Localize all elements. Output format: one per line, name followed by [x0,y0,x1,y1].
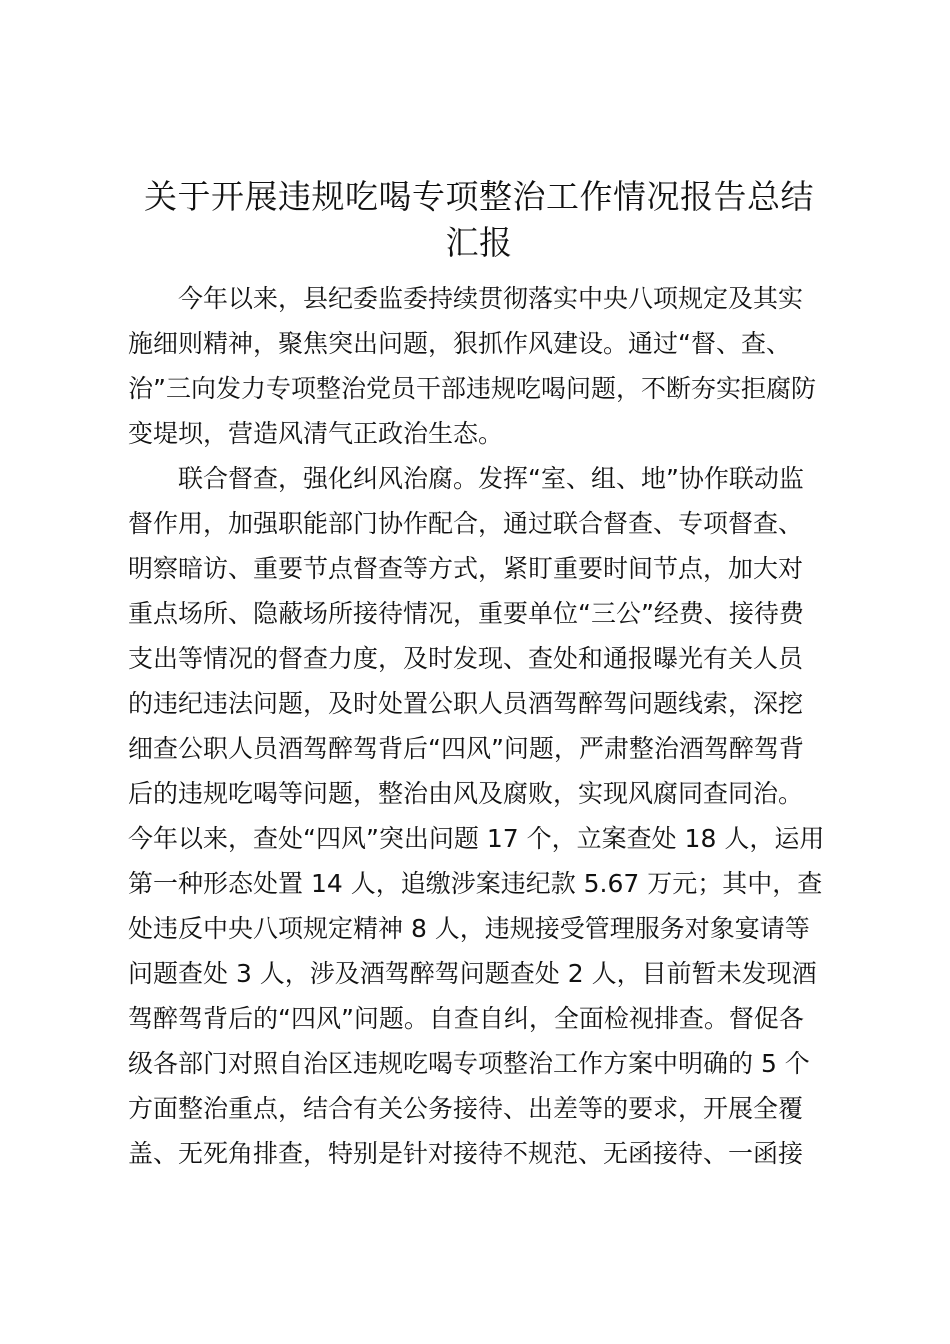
text-line: 施细则精神，聚焦突出问题，狠抓作风建设。通过“督、查、 [128,329,791,358]
text-line: 级各部门对照自治区违规吃喝专项整治工作方案中明确的 5 个 [128,1049,810,1078]
text-line: 督作用，加强职能部门协作配合，通过联合督查、专项督查、 [128,509,804,538]
text-line: 驾醉驾背后的“四风”问题。自查自纠，全面检视排查。督促各 [128,1004,804,1033]
text-line: 治”三向发力专项整治党员干部违规吃喝问题，不断夯实拒腐防 [128,374,816,403]
text-line: 问题查处 3 人，涉及酒驾醉驾问题查处 2 人，目前暂未发现酒 [128,959,817,988]
text-line: 今年以来，县纪委监委持续贯彻落实中央八项规定及其实 [178,284,804,313]
text-line: 细查公职人员酒驾醉驾背后“四风”问题，严肃整治酒驾醉驾背 [128,734,804,763]
text-line: 后的违规吃喝等问题，整治由风及腐败，实现风腐同查同治。 [128,779,804,808]
paragraph-joint-supervision [128,456,838,1176]
document-title [120,174,838,266]
text-line: 盖、无死角排查，特别是针对接待不规范、无函接待、一函接 [128,1139,804,1168]
paragraph-intro [128,276,838,456]
text-line: 方面整治重点，结合有关公务接待、出差等的要求，开展全覆 [128,1094,804,1123]
document-body [128,276,838,1176]
text-line: 明察暗访、重要节点督查等方式，紧盯重要时间节点，加大对 [128,554,804,583]
text-line: 支出等情况的督查力度，及时发现、查处和通报曝光有关人员 [128,644,804,673]
text-line: 变堤坝，营造风清气正政治生态。 [128,419,504,448]
text-line: 今年以来，查处“四风”突出问题 17 个，立案查处 18 人，运用 [128,824,825,853]
text-line: 重点场所、隐蔽场所接待情况，重要单位“三公”经费、接待费 [128,599,804,628]
text-line: 的违纪违法问题，及时处置公职人员酒驾醉驾问题线索，深挖 [128,689,804,718]
text-line: 第一种形态处置 14 人，追缴涉案违纪款 5.67 万元；其中，查 [128,869,823,898]
title-line: 关于开展违规吃喝专项整治工作情况报告总结 [144,177,814,216]
text-line: 处违反中央八项规定精神 8 人，违规接受管理服务对象宴请等 [128,914,810,943]
title-line: 汇报 [445,223,513,262]
text-line: 联合督查，强化纠风治腐。发挥“室、组、地”协作联动监 [178,464,804,493]
